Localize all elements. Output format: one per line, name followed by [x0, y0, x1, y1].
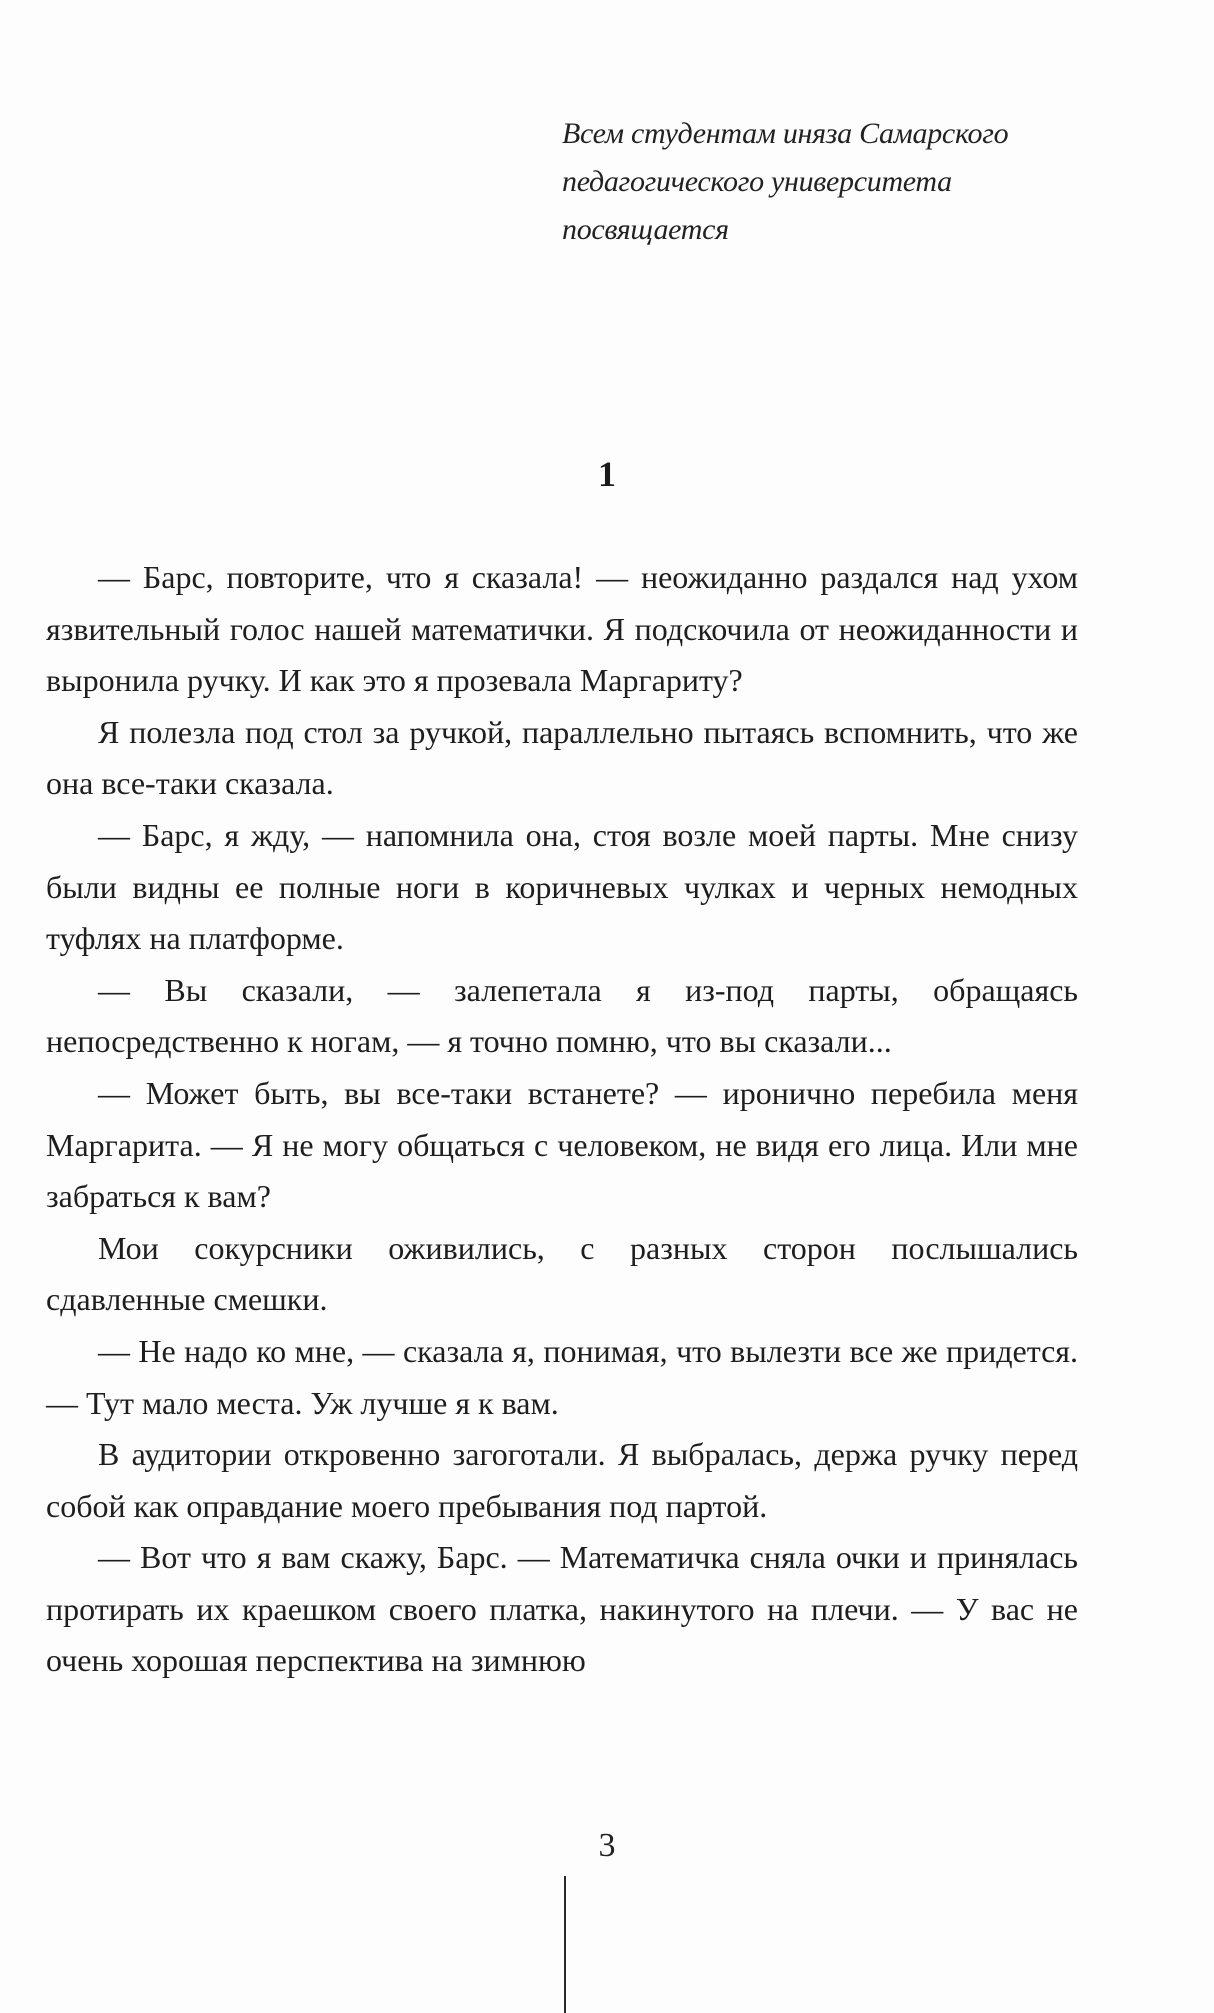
paragraph: Я полезла под стол за ручкой, параллельно пытаясь вспомнить, что же она все-таки сказала. — [46, 713, 1078, 802]
page-rule-divider — [564, 1876, 566, 2013]
paragraph: — Вы сказали, — залепетала я из-под парты, обращаясь непосредственно к ногам, — я точно помню, что вы сказали... — [46, 971, 1078, 1060]
paragraph: — Не надо ко мне, — сказала я, понимая, что вылезти все же придется. — Тут мало места. Уж лучше я к вам. — [46, 1332, 1078, 1421]
epigraph: Всем студентам иняза Самарского педагогического университета посвящается — [562, 117, 1009, 246]
paragraph: Мои сокурсники оживились, с разных сторон послышались сдавленные смешки. — [46, 1229, 1078, 1318]
paragraph: — Барс, я жду, — напомнила она, стоя возле моей парты. Мне снизу были видны ее полные ноги в коричневых чулках и черных немодных туфлях на платформе. — [46, 816, 1078, 957]
page-number: 3 — [598, 1827, 616, 1864]
paragraph: — Может быть, вы все-таки встанете? — иронично перебила меня Маргарита. — Я не могу общаться с человеком, не видя его лица. Или мне забраться к вам? — [46, 1074, 1078, 1215]
paragraph: — Вот что я вам скажу, Барс. — Математичка сняла очки и принялась протирать их краешком своего платка, накинутого на плечи. — У вас не очень хорошая перспектива на зимнюю — [46, 1539, 1078, 1679]
paragraph: — Барс, повторите, что я сказала! — неожиданно раздался над ухом язвительный голос нашей математички. Я подскочила от неожиданности и выронила ручку. И как это я прозевала Маргариту? — [46, 559, 1078, 699]
chapter-number: 1 — [598, 454, 616, 494]
chapter-text — [46, 552, 1078, 1687]
paragraph: В аудитории откровенно загоготали. Я выбралась, держа ручку перед собой как оправдание моего пребывания под партой. — [46, 1436, 1078, 1524]
